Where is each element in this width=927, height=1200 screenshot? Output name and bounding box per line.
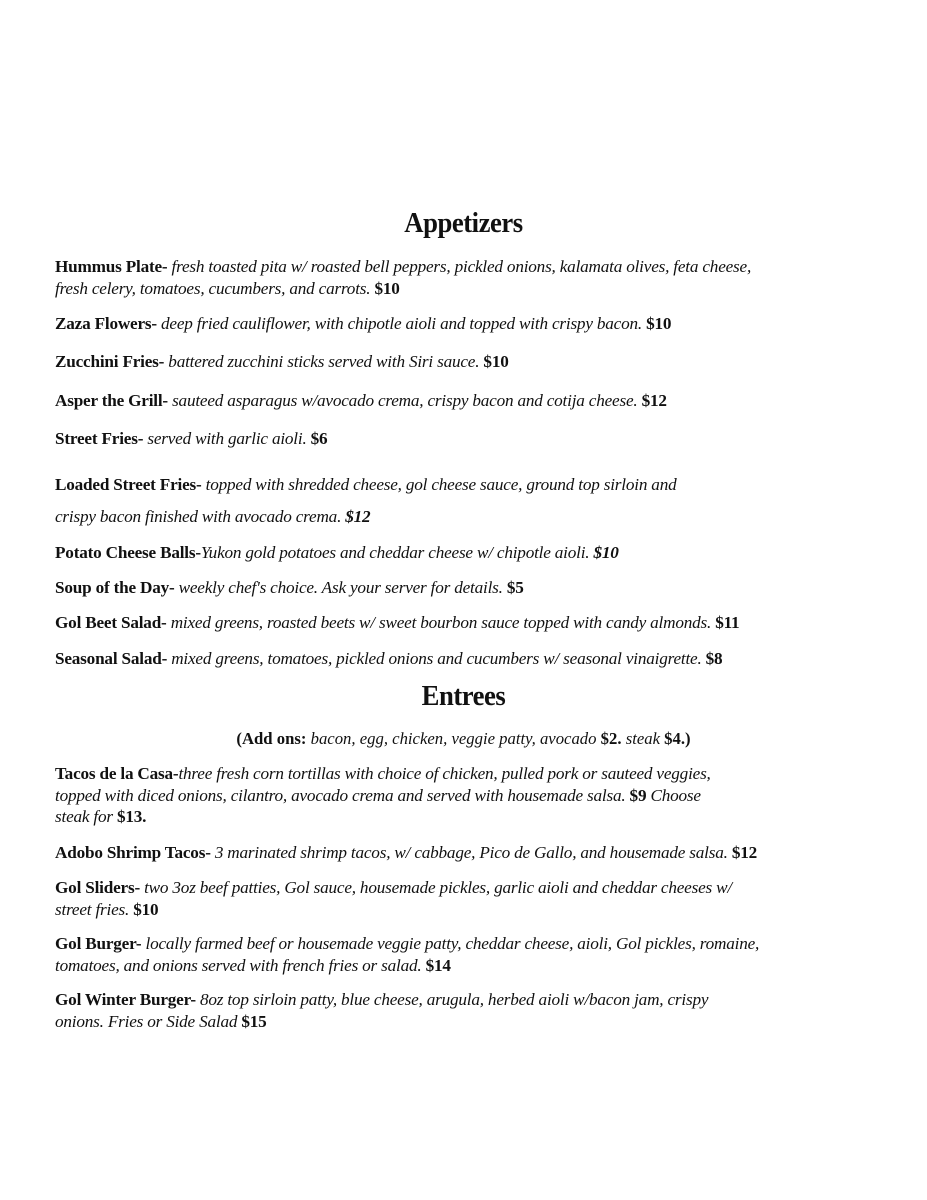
item-name: Asper the Grill- [55, 391, 168, 410]
item-price: $15 [241, 1012, 267, 1031]
item-description: sauteed asparagus w/avocado crema, crispy bacon and cotija cheese. [167, 391, 642, 410]
item-description: mixed greens, tomatoes, pickled onions and cucumbers w/ seasonal vinaigrette. [167, 649, 706, 668]
add-ons-price: $2. [600, 729, 622, 748]
item-price-steak: $13. [116, 807, 147, 826]
menu-item-adobo-shrimp-tacos [55, 842, 757, 864]
item-description: 3 marinated shrimp tacos, w/ cabbage, Pico de Gallo, and housemade salsa. [210, 843, 732, 862]
item-description: served with garlic aioli. [143, 429, 311, 448]
item-name: Gol Beet Salad- [55, 613, 167, 632]
item-description: mixed greens, roasted beets w/ sweet bourbon sauce topped with candy almonds. [166, 613, 716, 632]
menu-item-potato-cheese-balls [55, 542, 619, 564]
item-price: $11 [715, 613, 740, 632]
item-name: Seasonal Salad- [55, 649, 168, 668]
item-description: tomatoes, and onions served with french fries or salad. [55, 956, 426, 975]
item-price: $10 [374, 279, 400, 298]
item-price: $12 [731, 843, 758, 862]
item-name: Street Fries- [55, 429, 144, 448]
item-price: $12 [345, 507, 371, 526]
item-description: deep fried cauliflower, with chipotle aioli and topped with crispy bacon. [156, 314, 647, 333]
item-description: Choose [646, 786, 701, 805]
item-name: Zaza Flowers- [55, 314, 157, 333]
item-description: 8oz top sirloin patty, blue cheese, arugula, herbed aioli w/bacon jam, crispy [195, 990, 709, 1009]
item-price: $8 [705, 649, 723, 668]
add-ons-list: bacon, egg, chicken, veggie patty, avocado [310, 729, 601, 748]
item-price: $6 [310, 429, 328, 448]
item-description: locally farmed beef or housemade veggie patty, cheddar cheese, aioli, Gol pickles, romaine, [141, 934, 760, 953]
item-description: battered zucchini sticks served with Siri sauce. [164, 352, 484, 371]
item-name: Adobo Shrimp Tacos- [55, 843, 211, 862]
menu-item-seasonal-salad [55, 648, 722, 670]
menu-item-gol-beet-salad [55, 612, 739, 634]
menu-item-street-fries [55, 428, 327, 450]
add-ons-label: (Add ons: [236, 729, 311, 748]
item-description: fresh celery, tomatoes, cucumbers, and carrots. [55, 279, 375, 298]
item-price: $10 [593, 543, 619, 562]
item-name: Gol Winter Burger- [55, 990, 196, 1009]
item-description: fresh toasted pita w/ roasted bell peppers, pickled onions, kalamata olives, feta cheese, [167, 257, 752, 276]
add-ons-steak: steak [621, 729, 665, 748]
item-price: $12 [641, 391, 667, 410]
item-name: Zucchini Fries- [55, 352, 165, 371]
item-price: $10 [646, 314, 672, 333]
item-description: topped with diced onions, cilantro, avocado crema and served with housemade salsa. [55, 786, 630, 805]
item-name: Hummus Plate- [55, 257, 168, 276]
item-price: $5 [506, 578, 524, 597]
item-description: weekly chef's choice. Ask your server for details. [174, 578, 507, 597]
item-price: $9 [629, 786, 647, 805]
item-name: Gol Sliders- [55, 878, 140, 897]
item-description: steak for [55, 807, 117, 826]
add-ons-steak-price: $4.) [664, 729, 691, 748]
item-description: crispy bacon finished with avocado crema. [55, 507, 346, 526]
item-price: $10 [133, 900, 159, 919]
entrees-heading: Entrees [421, 680, 506, 712]
item-name: Loaded Street Fries- [55, 475, 202, 494]
item-description: onions. Fries or Side Salad [55, 1012, 242, 1031]
item-description: three fresh corn tortillas with choice of chicken, pulled pork or sauteed veggies, [178, 764, 711, 783]
add-ons-note [14, 729, 914, 749]
item-description: Yukon gold potatoes and cheddar cheese w/ chipotle aioli. [200, 543, 594, 562]
item-name: Potato Cheese Balls- [55, 543, 201, 562]
item-name: Soup of the Day- [55, 578, 175, 597]
item-description: topped with shredded cheese, gol cheese sauce, ground top sirloin and [201, 475, 677, 494]
appetizers-heading: Appetizers [404, 207, 523, 239]
menu-item-asper-the-grill [55, 390, 667, 412]
item-description: two 3oz beef patties, Gol sauce, housemade pickles, garlic aioli and cheddar cheeses w/ [139, 878, 732, 897]
menu-item-zaza-flowers [55, 313, 671, 335]
item-price: $10 [483, 352, 509, 371]
item-name: Gol Burger- [55, 934, 142, 953]
item-description: street fries. [55, 900, 134, 919]
menu-item-soup-of-the-day [55, 577, 524, 599]
menu-item-zucchini-fries [55, 351, 509, 373]
item-name: Tacos de la Casa- [55, 764, 179, 783]
item-price: $14 [425, 956, 451, 975]
